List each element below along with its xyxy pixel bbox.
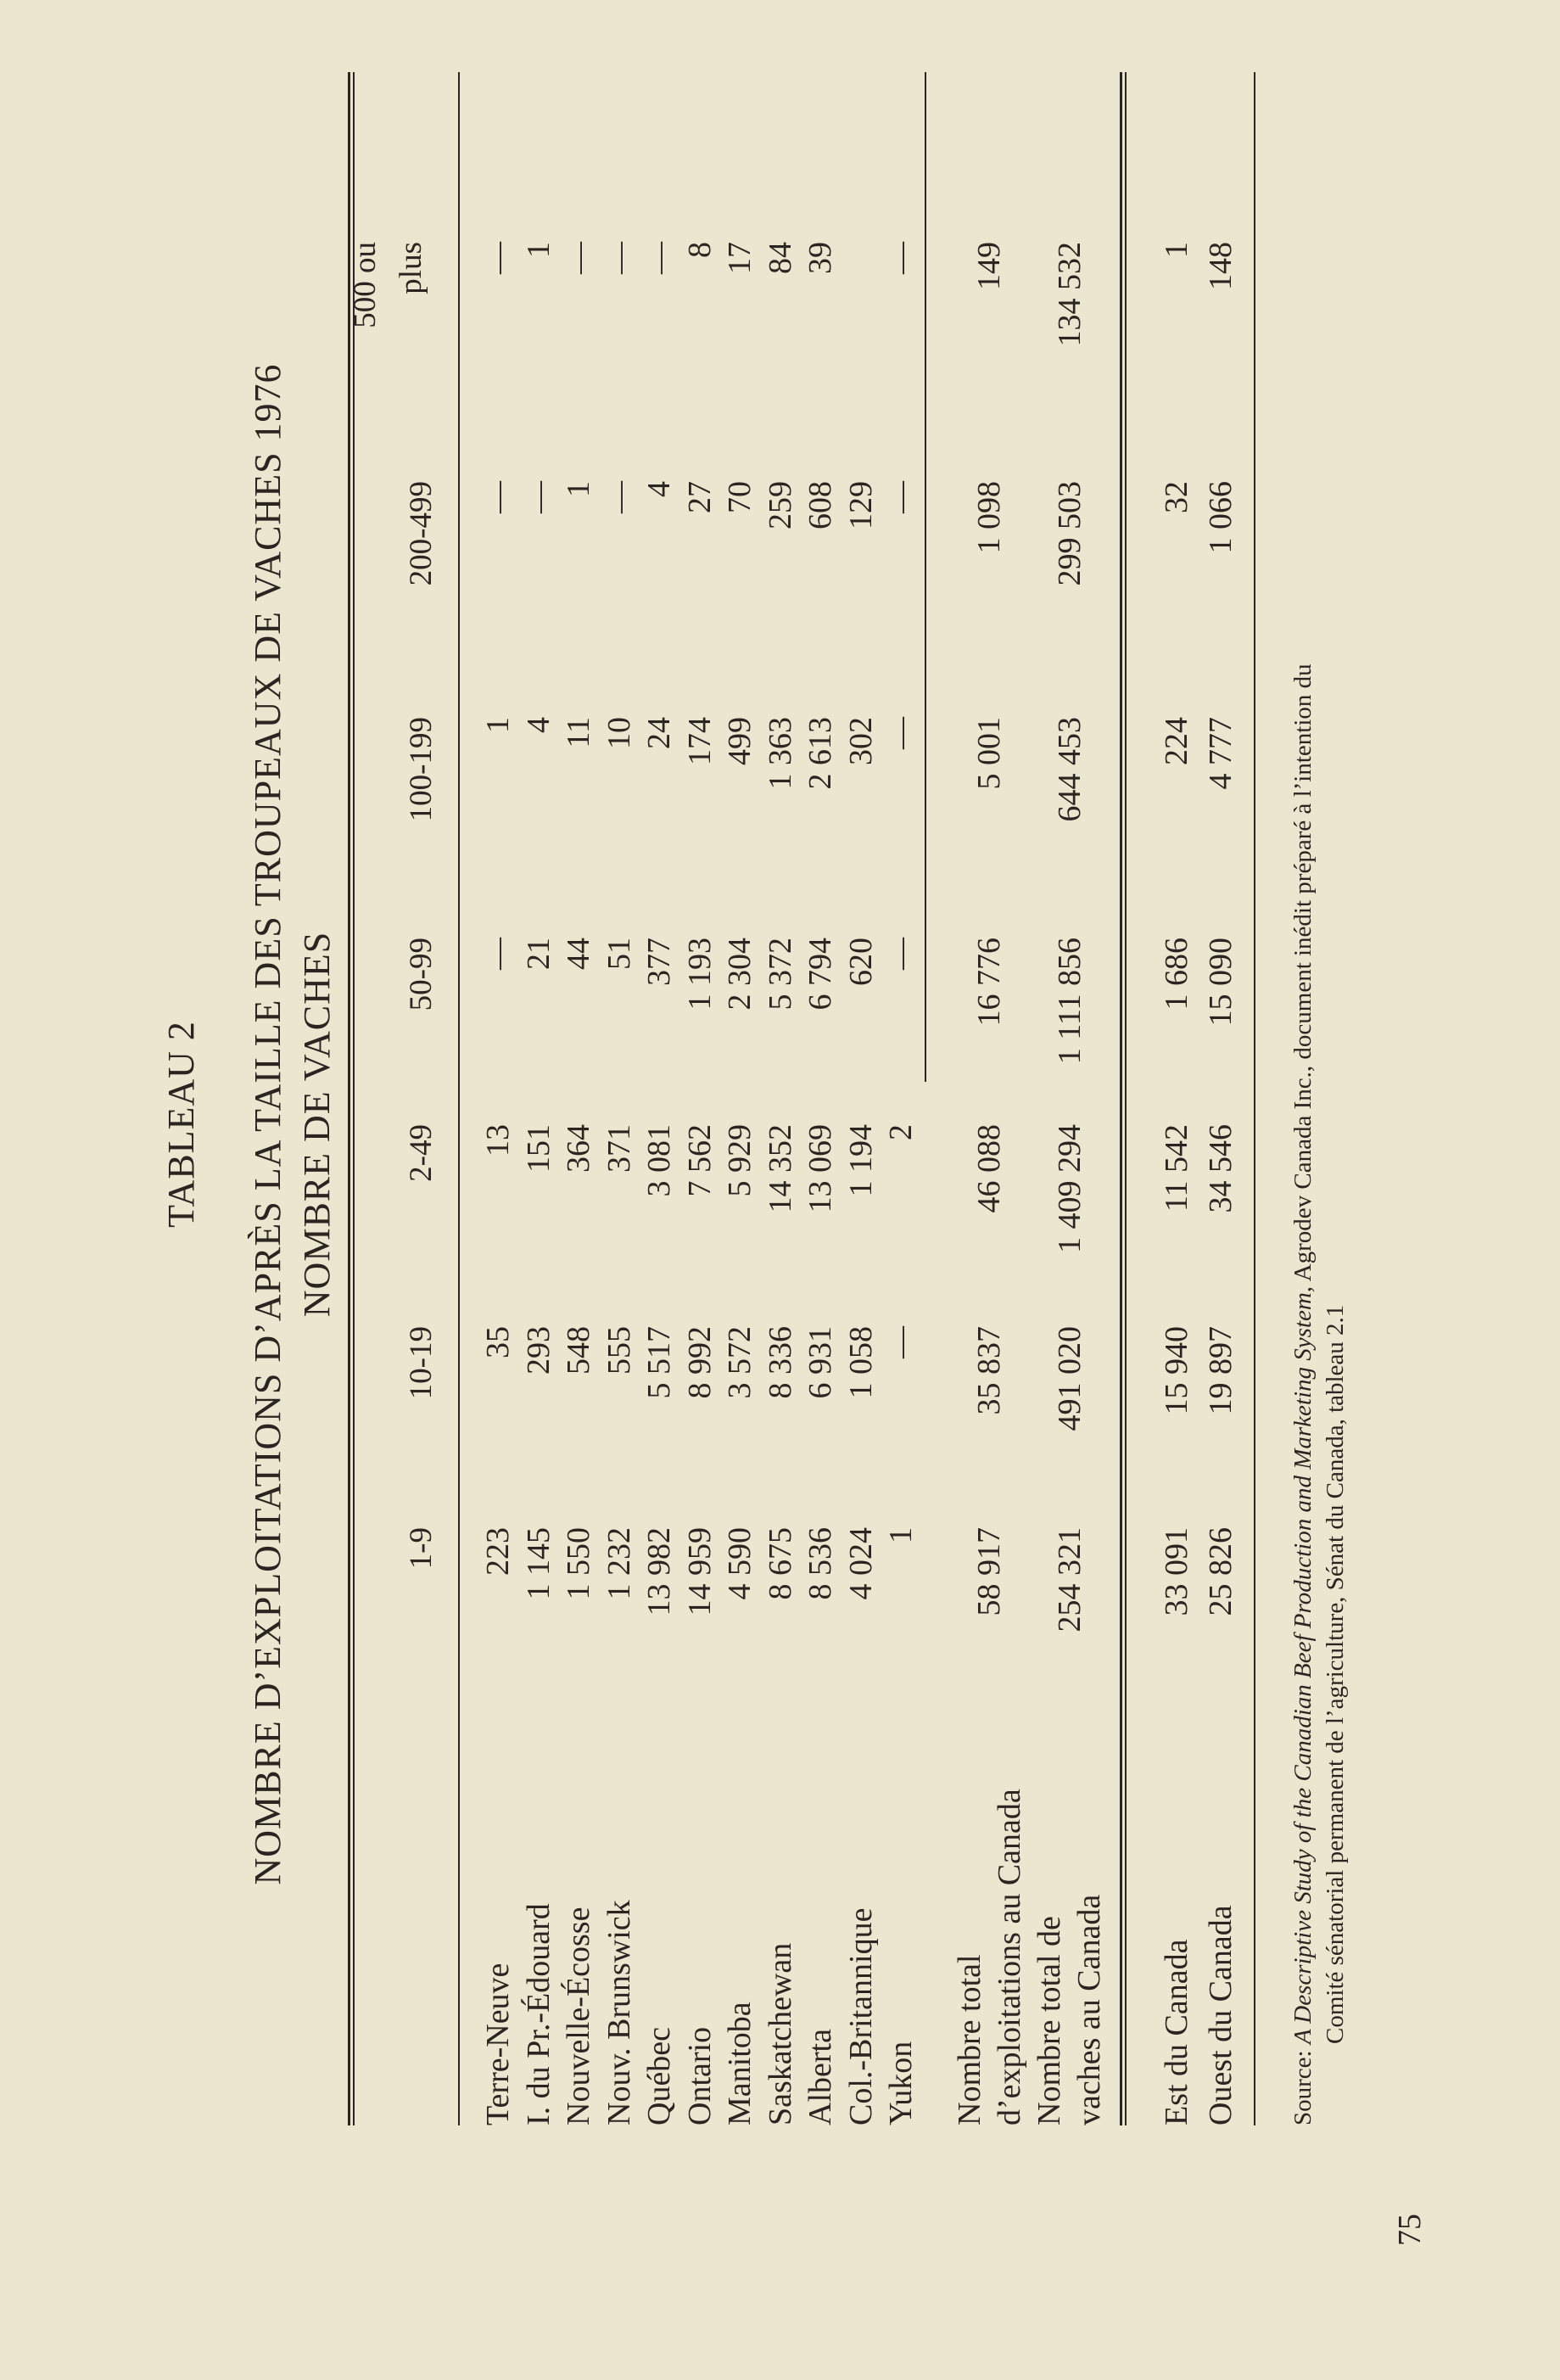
table-cell: 15 940 — [1159, 1326, 1194, 1415]
table-cell: 1 — [520, 242, 556, 258]
table-cell: 4 024 — [842, 1527, 879, 1600]
table-cell: 499 — [722, 717, 758, 765]
table-cell: — — [480, 242, 516, 274]
table-cell: 1 145 — [520, 1527, 556, 1600]
col-header-500-line1: 500 ou — [348, 242, 383, 328]
table-cell: 149 — [971, 242, 1007, 290]
table-title: NOMBRE D’EXPLOITATIONS D’APRÈS LA TAILLE DES TROUPEAUX DE VACHES 1976 — [247, 363, 288, 1885]
table-cell: 1 363 — [762, 717, 798, 790]
table-cell: 6 931 — [802, 1326, 838, 1399]
table-cell: 134 532 — [1052, 242, 1088, 347]
column-header: plus — [394, 242, 428, 294]
table-cell: 58 917 — [971, 1527, 1007, 1616]
region-label: Est du Canada — [1159, 1939, 1194, 2125]
totals-label: vaches au Canada — [1071, 1894, 1107, 2125]
row-label: Nouv. Brunswick — [601, 1900, 637, 2125]
table-cell: 51 — [601, 938, 637, 970]
region-label: Ouest du Canada — [1203, 1905, 1238, 2125]
table-cell: 14 352 — [762, 1124, 798, 1213]
table-cell: — — [480, 938, 516, 970]
table-cell: 32 — [1159, 481, 1194, 513]
totals-label: d’exploitations au Canada — [992, 1789, 1027, 2125]
table-cell: 11 542 — [1159, 1124, 1194, 1212]
table-cell: — — [883, 481, 919, 513]
row-label: Nouvelle-Écosse — [561, 1907, 596, 2125]
row-label: Saskatchewan — [762, 1942, 798, 2125]
table-cell: 1 686 — [1159, 938, 1194, 1011]
row-label: Alberta — [802, 2029, 838, 2125]
table-cell: 1 409 294 — [1052, 1124, 1088, 1253]
table-cell: 46 088 — [971, 1124, 1007, 1213]
table-subtitle: NOMBRE DE VACHES — [296, 931, 338, 1318]
row-label: I. du Pr.-Édouard — [520, 1903, 556, 2125]
table-cell: 8 — [681, 242, 718, 258]
table-cell: 70 — [722, 481, 758, 513]
table-cell: 364 — [561, 1124, 596, 1173]
table-label: TABLEAU 2 — [160, 1021, 202, 1228]
table-cell: — — [883, 717, 919, 749]
table-cell: 224 — [1159, 717, 1194, 765]
table-cell: 11 — [561, 717, 596, 748]
table-cell: 555 — [601, 1326, 637, 1375]
table-cell: 8 675 — [762, 1527, 798, 1600]
table-cell: 1 193 — [681, 938, 718, 1011]
table-cell: 6 794 — [802, 938, 838, 1011]
table-cell: 84 — [762, 242, 798, 274]
table-cell: 1 — [480, 717, 516, 733]
table-cell: 1 — [883, 1527, 919, 1543]
table-cell: 34 546 — [1203, 1124, 1238, 1213]
table-cell: 371 — [601, 1124, 637, 1173]
table-cell: 1 098 — [971, 481, 1007, 554]
table-cell: 1 066 — [1203, 481, 1238, 554]
totals-bottom-rule-2 — [1125, 72, 1127, 2125]
row-label: Manitoba — [722, 2002, 758, 2125]
totals-label: Nombre total de — [1032, 1916, 1067, 2125]
table-cell: — — [883, 1326, 919, 1358]
table-cell: 25 826 — [1203, 1527, 1238, 1616]
table-cell: 1 194 — [842, 1124, 879, 1197]
table-cell: 129 — [842, 481, 879, 529]
table-cell: 548 — [561, 1326, 596, 1375]
table-cell: 1 — [561, 481, 596, 497]
page-number: 75 — [1392, 2214, 1428, 2246]
table-cell: — — [883, 938, 919, 970]
row-label: Ontario — [681, 2026, 718, 2125]
table-cell: 4 — [520, 717, 556, 733]
table-cell: — — [561, 242, 596, 274]
table-cell: — — [601, 481, 637, 513]
table-cell: — — [641, 242, 677, 274]
source-line1-rest: Agrodev Canada Inc., document inédit préparé à l’intention du — [1289, 664, 1317, 1282]
table-cell: 2 — [883, 1124, 919, 1140]
table-cell: 39 — [802, 242, 838, 274]
table-cell: 14 959 — [681, 1527, 718, 1616]
table-cell: 1 111 856 — [1052, 938, 1088, 1065]
header-top-rule — [348, 72, 350, 2125]
column-header: 10-19 — [404, 1326, 439, 1400]
body-bottom-rule — [925, 72, 926, 1082]
table-cell: 1 550 — [561, 1527, 596, 1600]
table-cell: 644 453 — [1052, 717, 1088, 822]
header-top-rule-2 — [353, 72, 355, 2125]
column-header: 200-499 — [404, 481, 439, 586]
table-cell: — — [520, 481, 556, 513]
table-cell: 15 090 — [1203, 938, 1238, 1027]
table-cell: 4 777 — [1203, 717, 1238, 790]
table-cell: — — [480, 481, 516, 513]
column-header: 2-49 — [404, 1124, 439, 1182]
table-cell: 13 — [480, 1124, 516, 1156]
table-cell: 491 020 — [1052, 1326, 1088, 1431]
table-cell: 620 — [842, 938, 879, 986]
table-cell: 33 091 — [1159, 1527, 1194, 1616]
table-cell: 377 — [641, 938, 677, 986]
table-cell: 5 372 — [762, 938, 798, 1011]
totals-label: Nombre total — [952, 1954, 987, 2125]
table-cell: 8 336 — [762, 1326, 798, 1399]
table-cell: 174 — [681, 717, 718, 765]
table-cell: 13 069 — [802, 1124, 838, 1213]
table-cell: 44 — [561, 938, 596, 970]
table-cell: — — [883, 242, 919, 274]
table-bottom-rule — [1254, 72, 1255, 2125]
table-cell: 259 — [762, 481, 798, 529]
table-cell: 2 304 — [722, 938, 758, 1011]
row-label: Québec — [641, 2026, 677, 2125]
table-cell: 3 572 — [722, 1326, 758, 1399]
table-cell: 10 — [601, 717, 637, 749]
table-cell: — — [601, 242, 637, 274]
table-cell: 19 897 — [1203, 1326, 1238, 1415]
table-cell: 293 — [520, 1326, 556, 1375]
source-title: A Descriptive Study of the Canadian Beef Production and Marketing System, — [1289, 1285, 1317, 2045]
table-cell: 1 058 — [842, 1326, 879, 1399]
table-cell: 8 992 — [681, 1326, 718, 1399]
table-cell: 8 536 — [802, 1527, 838, 1600]
table-cell: 5 001 — [971, 717, 1007, 790]
table-cell: 27 — [681, 481, 718, 513]
table-cell: 5 517 — [641, 1326, 677, 1399]
column-header: 100-199 — [404, 717, 439, 822]
column-header: 50-99 — [404, 938, 439, 1011]
table-cell: 608 — [802, 481, 838, 529]
table-cell: 3 081 — [641, 1124, 677, 1197]
table-cell: 35 — [480, 1326, 516, 1358]
table-cell: 16 776 — [971, 938, 1007, 1027]
table-cell: 24 — [641, 717, 677, 749]
table-cell: 151 — [520, 1124, 556, 1173]
row-label: Yukon — [883, 2041, 919, 2125]
table-cell: 1 — [1159, 242, 1194, 258]
table-cell: 13 982 — [641, 1527, 677, 1616]
table-cell: 1 232 — [601, 1527, 637, 1600]
table-cell: 17 — [722, 242, 758, 274]
table-cell: 4 — [641, 481, 677, 497]
table-cell: 302 — [842, 717, 879, 765]
table-cell: 5 929 — [722, 1124, 758, 1197]
table-cell: 21 — [520, 938, 556, 970]
table-cell: 35 837 — [971, 1326, 1007, 1415]
table-cell: 7 562 — [681, 1124, 718, 1197]
table-cell: 2 613 — [802, 717, 838, 790]
source-prefix: Source: — [1289, 2050, 1317, 2125]
table-cell: 223 — [480, 1527, 516, 1576]
source-line-2: Comité sénatorial permanent de l’agriculture, Sénat du Canada, tableau 2.1 — [1322, 1304, 1349, 2044]
totals-bottom-rule — [1120, 72, 1122, 2125]
row-label: Terre-Neuve — [480, 1963, 516, 2125]
header-bottom-rule — [458, 72, 460, 2125]
column-header: 1-9 — [404, 1527, 439, 1570]
table-cell: 4 590 — [722, 1527, 758, 1600]
row-label: Col.-Britannique — [842, 1907, 879, 2125]
table-cell: 254 321 — [1052, 1527, 1088, 1632]
table-cell: 148 — [1203, 242, 1238, 290]
table-cell: 299 503 — [1052, 481, 1088, 586]
source-line-1 — [1288, 664, 1318, 2125]
